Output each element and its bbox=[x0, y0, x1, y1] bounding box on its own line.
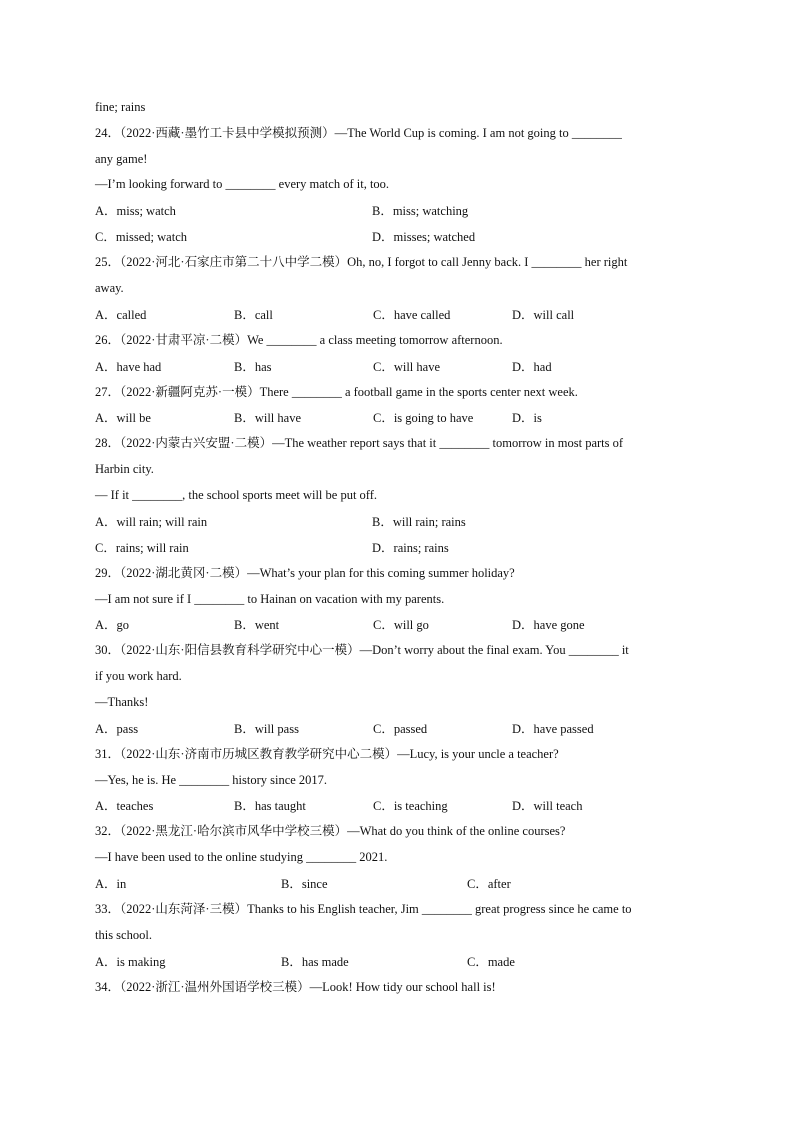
answer-options-row bbox=[95, 198, 699, 224]
answer-option[interactable]: B．went bbox=[234, 618, 280, 633]
answer-option[interactable]: C．is teaching bbox=[373, 799, 448, 814]
answer-option[interactable]: C．made bbox=[467, 954, 515, 969]
question-text-line: fine; rains bbox=[95, 100, 146, 114]
answer-option[interactable]: C．missed; watch bbox=[95, 230, 188, 245]
question-text-line: — If it ________, the school sports meet will be put off. bbox=[95, 487, 378, 502]
answer-option[interactable]: C．have called bbox=[373, 307, 451, 322]
answer-option[interactable]: A．pass bbox=[95, 721, 139, 736]
answer-option[interactable]: A．is making bbox=[95, 954, 166, 969]
answer-option[interactable]: D．have passed bbox=[512, 721, 594, 736]
answer-option[interactable]: A．miss; watch bbox=[95, 204, 176, 219]
question-text-line: 26．（2022·甘肃平凉·二模）We ________ a class meeting tomorrow afternoon. bbox=[95, 332, 503, 347]
answer-option[interactable]: B．will rain; rains bbox=[372, 514, 466, 529]
answer-option[interactable]: C．rains; will rain bbox=[95, 540, 189, 555]
question-text-line: —I have been used to the online studying ________ 2021. bbox=[95, 850, 388, 865]
question-text-line: —Yes, he is. He ________ history since 2017. bbox=[95, 772, 328, 787]
answer-option[interactable]: D．had bbox=[512, 359, 552, 374]
answer-option[interactable]: B．has made bbox=[281, 954, 349, 969]
answer-options-row bbox=[95, 535, 699, 561]
answer-option[interactable]: D．will call bbox=[512, 307, 575, 322]
answer-option[interactable]: C．is going to have bbox=[373, 411, 474, 426]
answer-option[interactable]: B．will pass bbox=[234, 721, 299, 736]
question-text-line: 33．（2022·山东菏泽·三模）Thanks to his English teacher, Jim ________ great progress since he came to bbox=[95, 901, 632, 916]
answer-option[interactable]: C．will have bbox=[373, 359, 441, 374]
question-text-line: 24．（2022·西藏·墨竹工卡县中学模拟预测）—The World Cup is coming. I am not going to ________ bbox=[95, 125, 622, 140]
answer-option[interactable]: B．call bbox=[234, 307, 273, 322]
answer-option[interactable]: D．rains; rains bbox=[372, 540, 449, 555]
answer-options-row bbox=[95, 354, 699, 380]
answer-option[interactable]: B．miss; watching bbox=[372, 204, 469, 219]
answer-option[interactable]: B．has bbox=[234, 359, 272, 374]
answer-options-row bbox=[95, 949, 699, 975]
answer-options-row bbox=[95, 302, 699, 328]
question-text-line: —I am not sure if I ________ to Hainan on vacation with my parents. bbox=[95, 591, 445, 606]
answer-option[interactable]: A．in bbox=[95, 876, 127, 891]
question-text-line: 32．（2022·黑龙江·哈尔滨市风华中学校三模）—What do you think of the online courses? bbox=[95, 824, 566, 839]
answer-option[interactable]: D．is bbox=[512, 411, 542, 426]
answer-option[interactable]: B．since bbox=[281, 876, 328, 891]
answer-option[interactable]: D．will teach bbox=[512, 799, 583, 814]
answer-option[interactable]: A．will be bbox=[95, 411, 151, 426]
answer-options-row bbox=[95, 405, 699, 431]
answer-option[interactable]: A．teaches bbox=[95, 799, 154, 814]
question-text-line: 31．（2022·山东·济南市历城区教育教学研究中心二模）—Lucy, is your uncle a teacher? bbox=[95, 746, 559, 761]
question-text-line: 30．（2022·山东·阳信县教育科学研究中心一模）—Don’t worry about the final exam. You ________ it bbox=[95, 643, 629, 658]
answer-option[interactable]: B．will have bbox=[234, 411, 302, 426]
question-text-line: away. bbox=[95, 280, 124, 295]
answer-option[interactable]: A．go bbox=[95, 618, 130, 633]
answer-option[interactable]: C．will go bbox=[373, 618, 429, 633]
answer-option[interactable]: C．passed bbox=[373, 721, 428, 736]
question-text-line: 28．（2022·内蒙古兴安盟·二模）—The weather report says that it ________ tomorrow in most parts of bbox=[95, 436, 624, 451]
answer-options-row bbox=[95, 793, 699, 819]
question-text-line: —I’m looking forward to ________ every match of it, too. bbox=[95, 177, 390, 192]
question-text-line: if you work hard. bbox=[95, 669, 182, 684]
question-text-line: 27．（2022·新疆阿克苏·一模）There ________ a football game in the sports center next week. bbox=[95, 384, 578, 399]
question-text-line: 29．（2022·湖北黄冈·二模）—What’s your plan for this coming summer holiday? bbox=[95, 565, 515, 580]
question-text-line: 34．（2022·浙江·温州外国语学校三模）—Look! How tidy our school hall is! bbox=[95, 979, 496, 994]
answer-option[interactable]: A．will rain; will rain bbox=[95, 514, 208, 529]
answer-option[interactable]: D．misses; watched bbox=[372, 230, 476, 245]
question-text-line: any game! bbox=[95, 151, 148, 166]
answer-option[interactable]: A．have had bbox=[95, 359, 162, 374]
question-text-line: —Thanks! bbox=[95, 694, 149, 709]
answer-options-row bbox=[95, 871, 699, 897]
answer-options-row bbox=[95, 612, 699, 638]
question-page bbox=[95, 95, 699, 1000]
question-text-line: Harbin city. bbox=[95, 462, 154, 477]
answer-options-row bbox=[95, 224, 699, 250]
question-text-line: this school. bbox=[95, 927, 152, 942]
question-text-line: 25．（2022·河北·石家庄市第二十八中学二模）Oh, no, I forgot to call Jenny back. I ________ her right bbox=[95, 255, 628, 270]
answer-options-row bbox=[95, 509, 699, 535]
answer-option[interactable]: D．have gone bbox=[512, 618, 585, 633]
answer-option[interactable]: B．has taught bbox=[234, 799, 306, 814]
answer-option[interactable]: A．called bbox=[95, 307, 147, 322]
answer-option[interactable]: C．after bbox=[467, 876, 511, 891]
answer-options-row bbox=[95, 716, 699, 742]
